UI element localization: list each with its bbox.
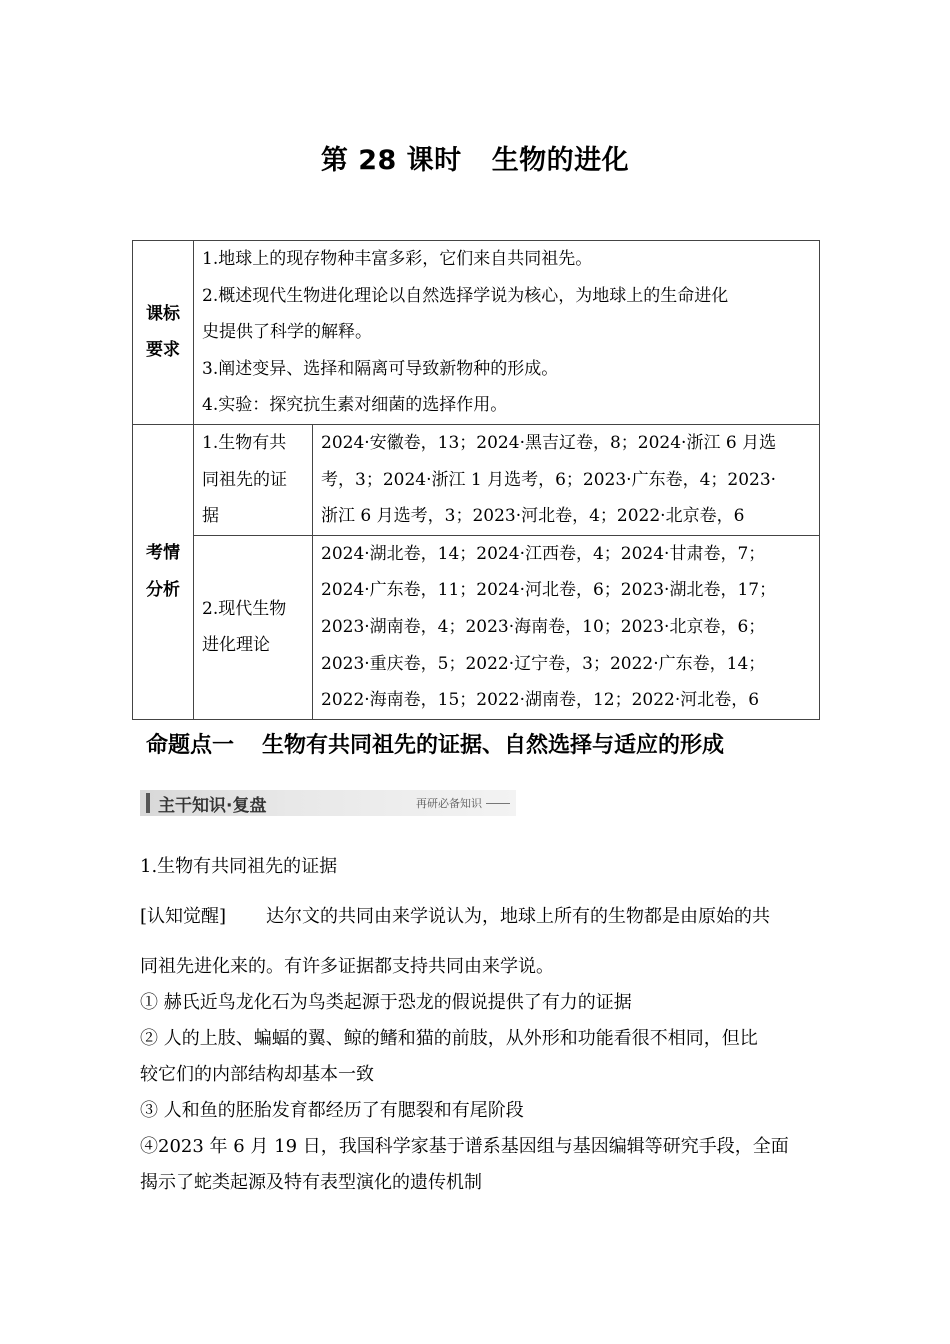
banner-subtitle: 再研必备知识 — [416, 797, 482, 810]
evidence-item-4-cont: 揭示了蛇类起源及特有表型演化的遗传机制 — [140, 1172, 482, 1193]
analysis-sources: 2024·安徽卷，13；2024·黑吉辽卷，8；2024·浙江 6 月选 考，3；2024·浙江 1 月选考，6；2023·广东卷，4；2023· 浙江 6 月选考，3；2023·河北卷，4；2022·北京卷，6 — [313, 424, 820, 535]
requirements-content — [194, 241, 820, 425]
banner-rule — [486, 803, 510, 804]
evidence-item-1: ① 赫氏近鸟龙化石为鸟类起源于恐龙的假说提供了有力的证据 — [140, 992, 632, 1013]
analysis-sources: 2024·湖北卷，14；2024·江西卷，4；2024·甘肃卷，7； 2024·广东卷，11；2024·河北卷，6；2023·湖北卷，17； 2023·湖南卷，4；2023·海南卷，10；2023·北京卷，6； 2023·重庆卷，5；2022·辽宁卷，3；2022·广东卷，14； 2022·海南卷，15；2022·湖南卷，12；2022·河北卷，6 — [313, 535, 820, 719]
section-heading — [146, 728, 724, 759]
evidence-item-2-cont: 较它们的内部结构却基本一致 — [140, 1064, 374, 1085]
requirement-line: 2.概述现代生物进化理论以自然选择学说为核心，为地球上的生命进化 — [202, 285, 729, 306]
evidence-item-3: ③ 人和鱼的胚胎发育都经历了有腮裂和有尾阶段 — [140, 1100, 524, 1121]
analysis-topic: 1.生物有共 同祖先的证 据 — [194, 424, 313, 535]
analysis-header: 考情 分析 — [133, 424, 194, 719]
analysis-topic: 2.现代生物 进化理论 — [194, 535, 313, 719]
requirement-line: 史提供了科学的解释。 — [202, 322, 372, 343]
evidence-item-2: ② 人的上肢、蝙蝠的翼、鲸的鳍和猫的前肢，从外形和功能看很不相同，但比 — [140, 1028, 758, 1049]
section-text: 生物有共同祖先的证据、自然选择与适应的形成 — [262, 733, 725, 758]
evidence-item-4: ④2023 年 6 月 19 日，我国科学家基于谱系基因组与基因编辑等研究手段，全面 — [140, 1136, 789, 1157]
page-title — [0, 138, 950, 177]
requirement-line: 4.实验：探究抗生素对细菌的选择作用。 — [202, 395, 508, 416]
knowledge-banner — [140, 790, 516, 816]
banner-title: 主干知识·复盘 — [158, 796, 267, 816]
requirement-line: 1.地球上的现存物种丰富多彩，它们来自共同祖先。 — [202, 249, 593, 269]
title-topic: 生物的进化 — [491, 145, 630, 176]
analysis-row-1 — [133, 424, 820, 535]
intro-line-2: 同祖先进化来的。有许多证据都支持共同由来学说。 — [140, 956, 554, 977]
curriculum-table — [132, 240, 820, 720]
section-label: 命题点一 — [146, 733, 235, 758]
requirements-header: 课标 要求 — [133, 241, 194, 425]
awareness-tag: [认知觉醒] — [140, 906, 227, 927]
requirement-line: 3.阐述变异、选择和隔离可导致新物种的形成。 — [202, 358, 559, 379]
analysis-row-2 — [133, 535, 820, 719]
requirements-row — [133, 241, 820, 425]
banner-bar — [146, 793, 150, 813]
intro-paragraph: [认知觉醒] 达尔文的共同由来学说认为，地球上所有的生物都是由原始的共 — [140, 906, 771, 927]
content-heading: 1.生物有共同祖先的证据 — [140, 856, 338, 877]
title-lesson: 第 28 课时 — [320, 145, 462, 176]
